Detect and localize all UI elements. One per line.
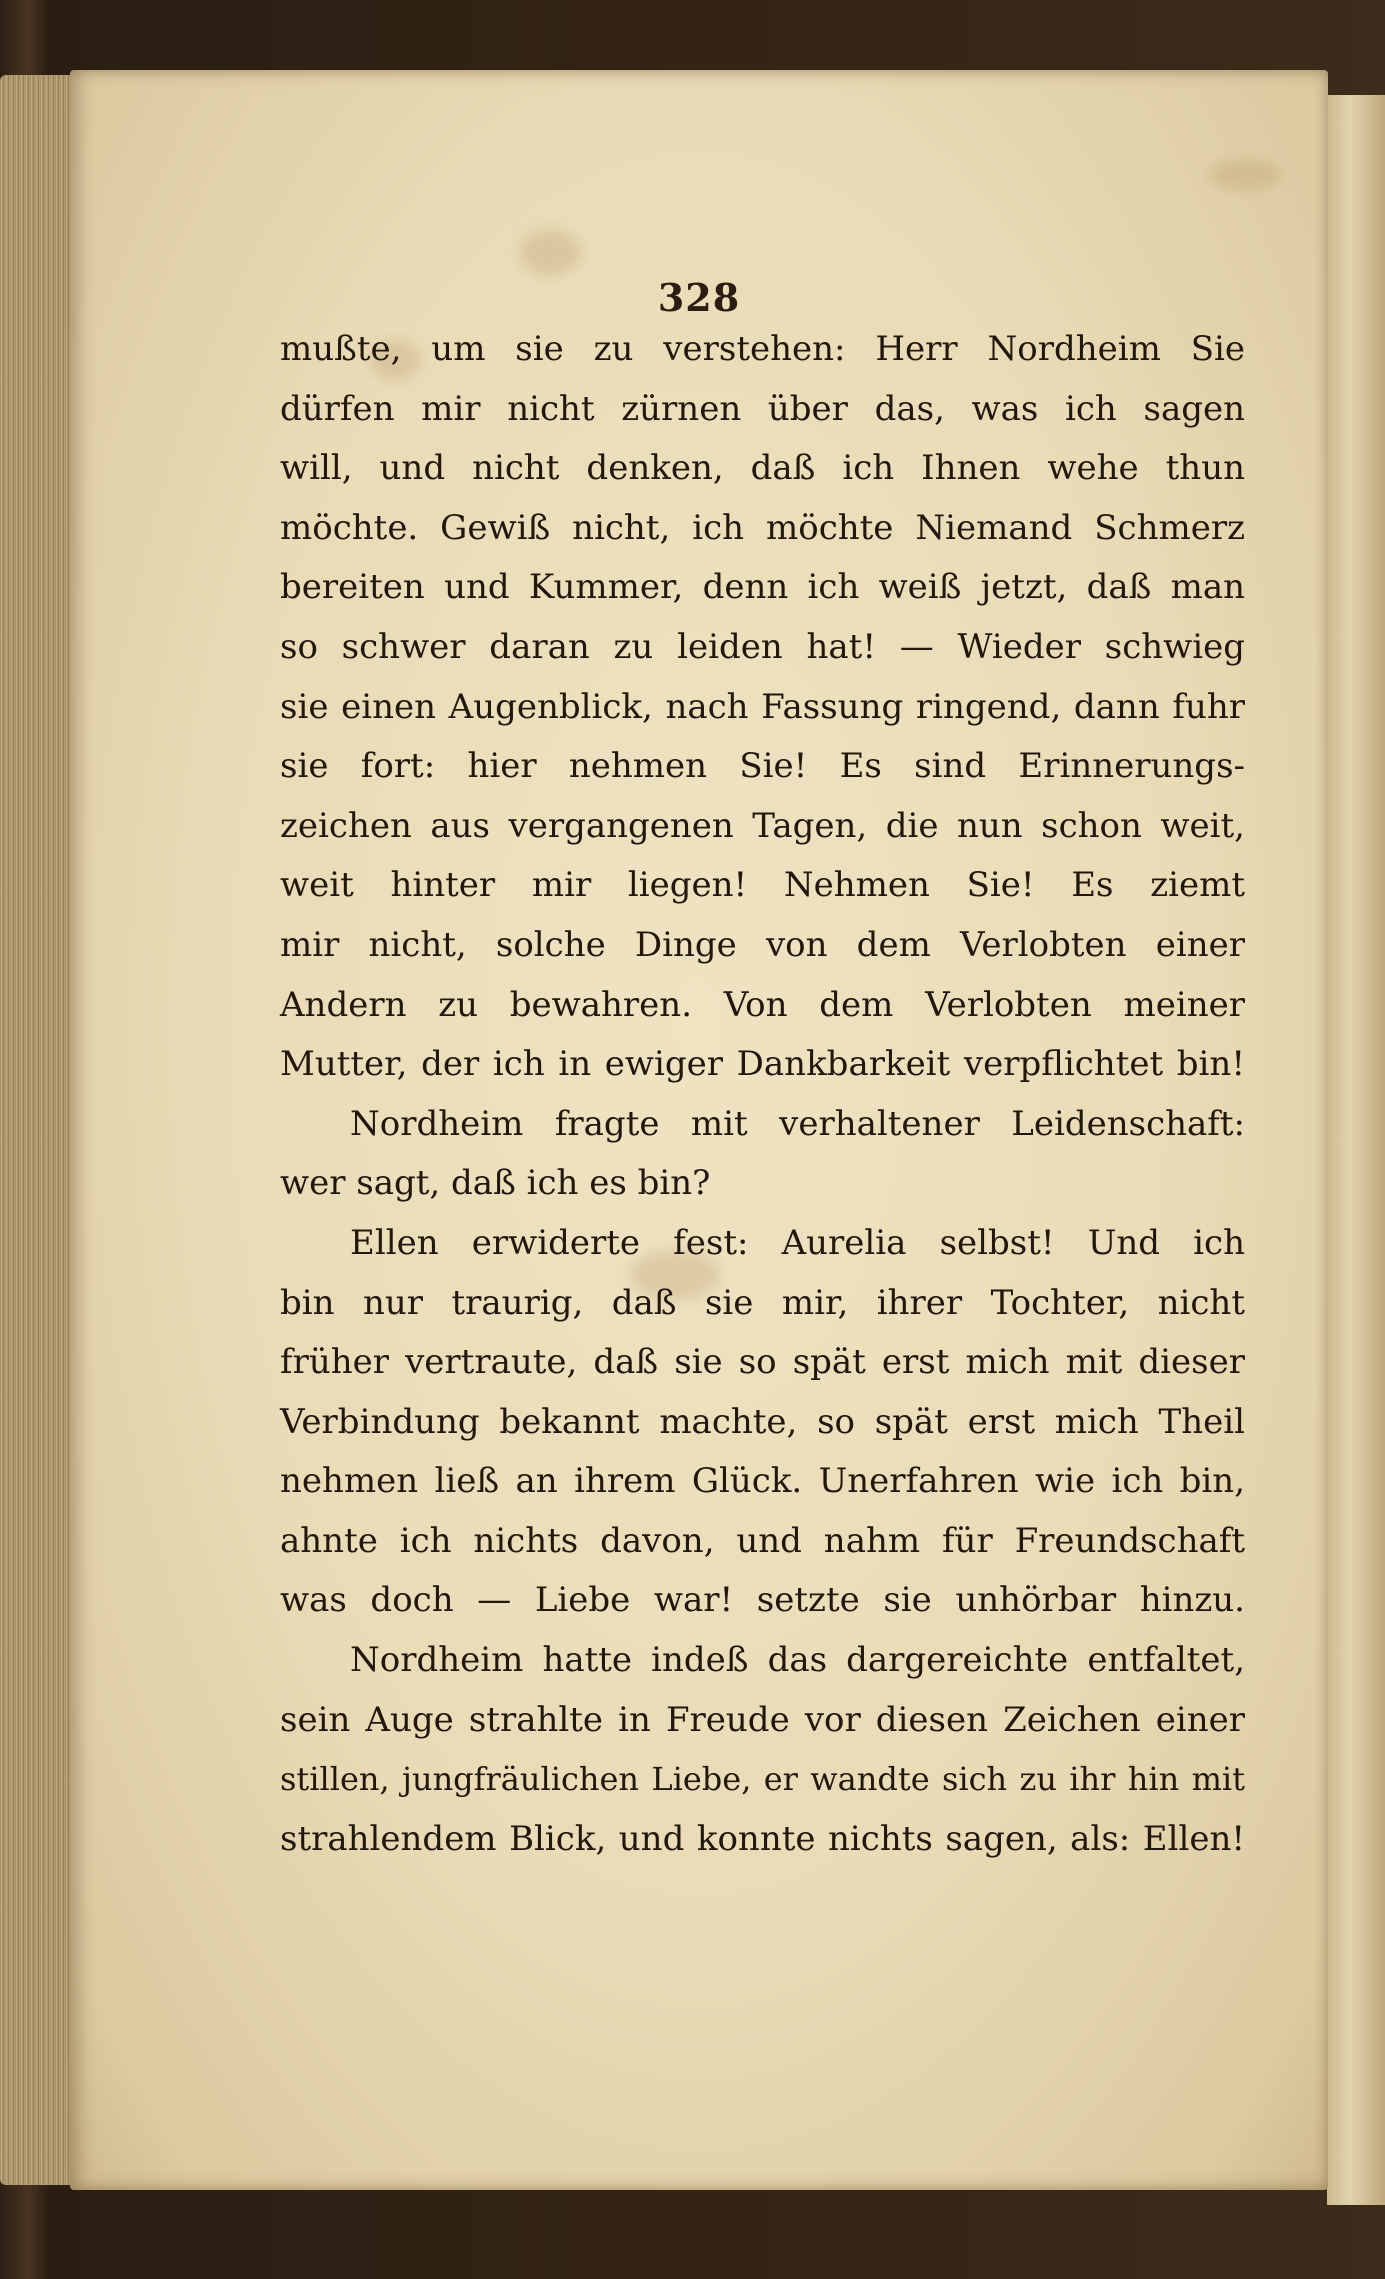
text-line: ahnte ich nichts davon, und nahm für Freundschaft — [280, 1520, 1245, 1561]
text-line: stillen, jungfräulichen Liebe, er wandte sich zu ihr hin mit — [280, 1760, 1245, 1799]
text-line: so schwer daran zu leiden hat! — Wieder schwieg — [280, 626, 1245, 667]
text-line: Nordheim hatte indeß das dargereichte entfaltet, — [350, 1640, 1245, 1681]
text-line: Andern zu bewahren. Von dem Verlobten meiner — [280, 984, 1245, 1025]
left-page-edges — [0, 75, 72, 2185]
text-line: bereiten und Kummer, denn ich weiß jetzt, daß man — [280, 567, 1245, 608]
text-line: sie fort: hier nehmen Sie! Es sind Erinnerungs- — [280, 746, 1245, 787]
body-text — [280, 320, 1245, 1869]
text-line: mußte, um sie zu verstehen: Herr Nordheim Sie — [280, 329, 1245, 369]
text-line: weit hinter mir liegen! Nehmen Sie! Es ziemt — [280, 865, 1245, 906]
text-line: mir nicht, solche Dinge von dem Verlobten einer — [280, 924, 1245, 965]
text-line: sie einen Augenblick, nach Fassung ringend, dann fuhr — [280, 686, 1245, 727]
text-line: früher vertraute, daß sie so spät erst mich mit dieser — [280, 1342, 1245, 1383]
text-line: Verbindung bekannt machte, so spät erst mich Theil — [280, 1401, 1245, 1442]
text-line: was doch — Liebe war! setzte sie unhörbar hinzu. — [280, 1580, 1245, 1621]
text-line: nehmen ließ an ihrem Glück. Unerfahren wie ich bin, — [280, 1461, 1245, 1502]
text-line: Mutter, der ich in ewiger Dankbarkeit verpflichtet bin! — [280, 1044, 1245, 1085]
book-page — [70, 70, 1328, 2190]
text-line: wer sagt, daß ich es bin? — [280, 1163, 711, 1204]
text-line: sein Auge strahlte in Freude vor diesen Zeichen einer — [280, 1699, 1245, 1740]
text-line: bin nur traurig, daß sie mir, ihrer Tochter, nicht — [280, 1282, 1245, 1323]
text-line: zeichen aus vergangenen Tagen, die nun schon weit, — [280, 805, 1245, 846]
paper-stain — [1210, 160, 1280, 190]
text-line: Nordheim fragte mit verhaltener Leidenschaft: — [350, 1103, 1245, 1144]
text-line: will, und nicht denken, daß ich Ihnen wehe thun — [280, 448, 1245, 489]
text-line: Ellen erwiderte fest: Aurelia selbst! Und ich — [350, 1222, 1245, 1263]
page-number: 328 — [657, 275, 741, 320]
text-line: dürfen mir nicht zürnen über das, was ich sagen — [280, 388, 1245, 429]
text-line: möchte. Gewiß nicht, ich möchte Niemand Schmerz — [280, 507, 1245, 548]
right-page-edges — [1327, 95, 1385, 2205]
text-line: strahlendem Blick, und konnte nichts sagen, als: Ellen! — [280, 1818, 1245, 1859]
paper-stain — [520, 230, 580, 275]
